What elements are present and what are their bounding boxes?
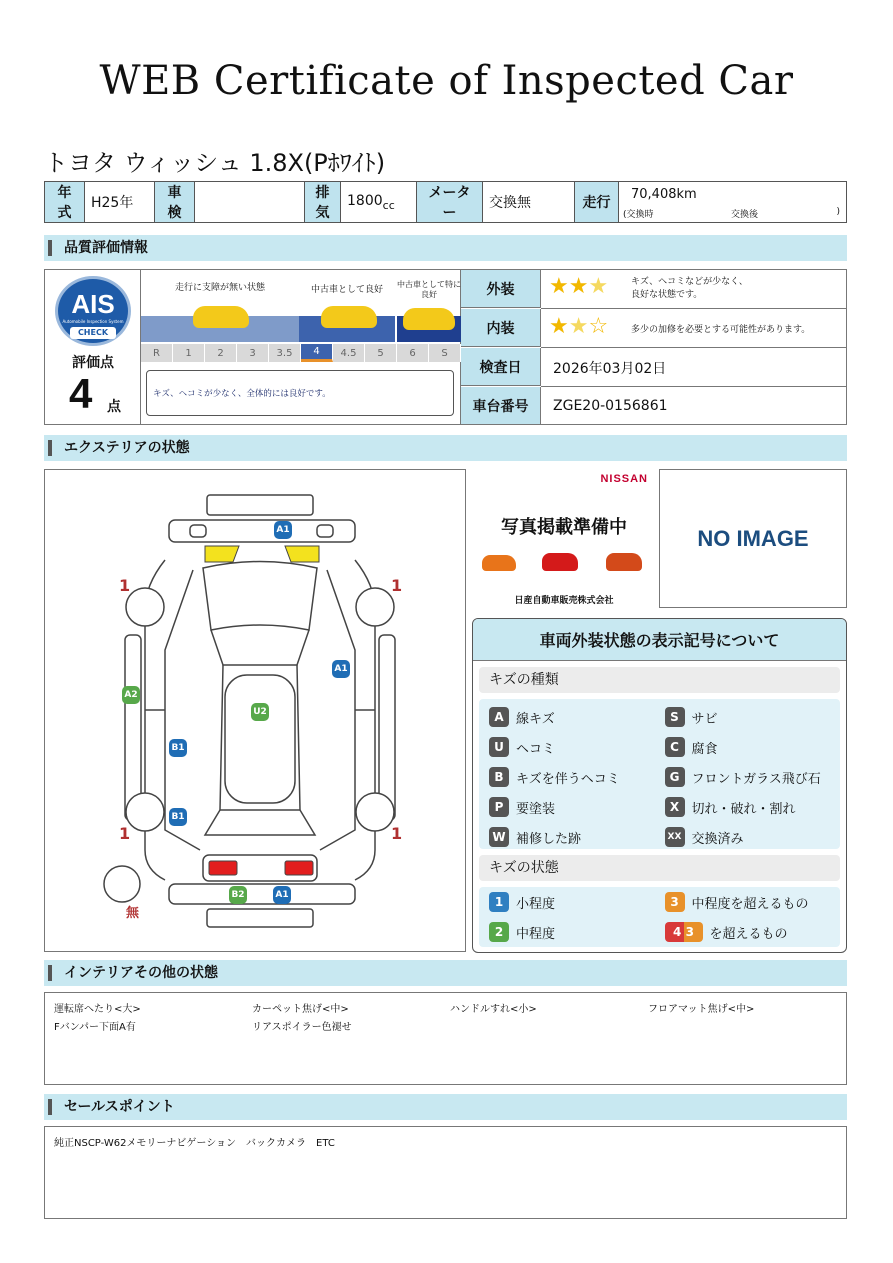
legend-type-badge: B [489,767,509,787]
legend-type-label: 切れ・破れ・割れ [691,801,796,817]
damage-mark-rear-bumper-left: B2 [229,886,247,904]
legend-type-badge: U [489,737,509,757]
legend-type-label: キズを伴うヘコミ [516,771,620,787]
damage-mark-rear-bumper-right: A1 [273,886,291,904]
star-icon: ★ [568,274,589,299]
page-title: WEB Certificate of Inspected Car [99,58,794,104]
nissan-logo: NISSAN [600,473,648,485]
legend-level-4 [665,917,841,947]
score-unit: 点 [107,399,121,415]
meter-value: 交換無 [483,182,575,223]
legend-title: 車両外装状態の表示記号について [473,619,846,661]
legend-type-item [489,822,665,852]
level-4-badge: 4 3 [665,922,703,942]
ais-area [45,270,141,424]
legend-type-label: フロントガラス飛び石 [691,771,821,787]
mileage-value: 70,408km [631,187,697,202]
grade-step: 4 [301,344,333,362]
ais-logo-text: AIS [71,289,115,319]
exterior-stars [549,274,608,299]
photo-placeholder [472,469,656,609]
score-label: 評価点 [72,355,114,371]
displacement-label: 排気 [305,182,341,223]
legend-types-list [479,699,840,849]
interior-section-header: インテリアその他の状態 [44,960,847,986]
grade-step: R [141,344,173,362]
tire-mark-front-right: 1 [391,576,403,595]
car-icon-3 [403,308,455,330]
tire-mark-front-left: 1 [119,576,131,595]
tire-mark-rear-right: 1 [391,824,403,843]
ais-check: CHECK [70,327,116,339]
chassis-label: 車台番号 [461,387,541,424]
ais-logo [55,276,131,346]
grade-scale [141,344,461,362]
damage-mark-rear-door: B1 [169,739,187,757]
level-3-label: 中程度を超えるもの [691,896,809,912]
interior-item: リアスポイラー色褪せ [252,1022,352,1033]
mileage-note-before: (交換時 [623,210,654,220]
interior-list [54,1000,844,1033]
legend-type-badge: A [489,707,509,727]
interior-item: フロアマット焦げ<中> [648,1004,755,1015]
legend-type-item [665,792,841,822]
damage-mark-hood: A1 [332,660,350,678]
tire-mark-rear-left: 1 [119,824,131,843]
grade-head-3: 中古車として特に良好 [397,280,461,299]
exterior-label: 外装 [461,270,541,308]
interior-label: 内装 [461,309,541,347]
legend-level-1 [489,887,665,917]
displacement-value: 1800 [347,192,383,209]
displacement-unit: cc [382,198,395,212]
grade-step: 3.5 [269,344,301,362]
star-icon: ★ [549,314,569,339]
car-thumbnail-icon [482,555,516,571]
meter-label: メーター [417,182,483,223]
empty-star-icon: ☆ [588,314,609,339]
exterior-section-header: エクステリアの状態 [44,435,847,461]
score-value: 4 [69,370,93,417]
mileage-note-close: ) [836,207,840,217]
mileage-note-after: 交換後 [731,210,759,220]
grade-head-2: 中古車として良好 [310,285,383,295]
spec-table [44,181,847,223]
interior-item: カーペット焦げ<中> [252,1004,349,1015]
exterior-comment [631,276,748,302]
damage-mark-roof: U2 [251,703,269,721]
star-icon: ★ [549,274,569,299]
grade-step: 1 [173,344,205,362]
legend-type-badge: G [665,767,685,787]
interior-stars [549,314,608,339]
legend-levels-title: キズの状態 [479,855,840,881]
car-diagram [44,469,466,952]
car-thumbnail-icon [542,553,578,571]
damage-mark-left-door: A2 [122,686,140,704]
grade-area [141,270,461,424]
level-3-badge: 3 [665,892,685,912]
half-star-icon: ★ [588,274,609,299]
legend-level-2 [489,917,665,947]
photo-title: 写真掲載準備中 [501,517,627,538]
interior-box [44,992,847,1085]
year-label: 年式 [45,182,85,223]
level-1-label: 小程度 [516,896,556,912]
interior-item: ハンドルすれ<小> [450,1004,537,1015]
legend-level-3 [665,887,841,917]
grade-step: 4.5 [333,344,365,362]
legend-type-item [665,702,841,732]
exterior-comment-line-2: 良好な状態です。 [631,290,703,300]
legend-type-label: 補修した跡 [516,831,582,847]
spare-tire-mark: 無 [126,906,140,921]
mileage-cell [619,182,847,223]
legend-type-item [489,762,665,792]
damage-mark-front-bumper: A1 [274,521,292,539]
legend-type-label: ヘコミ [516,741,556,757]
grade-step: S [429,344,461,362]
legend-type-badge: P [489,797,509,817]
level-2-badge: 2 [489,922,509,942]
interior-item: Fバンパー下面A有 [54,1022,136,1033]
legend-type-item [489,732,665,762]
legend-type-item [665,822,841,852]
car-icon-1 [193,306,249,328]
legend-type-label: 線キズ [516,711,555,727]
grade-head-1: 走行に支障が無い状態 [174,283,265,293]
grade-step: 5 [365,344,397,362]
sales-text: 純正NSCP-W62メモリーナビゲーション バックカメラ ETC [54,1138,335,1149]
shaken-label: 車検 [155,182,195,223]
half-star-icon: ★ [568,314,589,339]
quality-panel [44,269,847,425]
photo-company: 日産自動車販売株式会社 [514,596,614,606]
car-name: トヨタ ウィッシュ 1.8X(Pﾎﾜｲﾄ) [44,149,386,177]
mileage-label: 走行 [575,182,619,223]
legend-type-label: 交換済み [691,831,744,847]
legend-type-label: 腐食 [691,741,718,757]
legend-type-badge: W [489,827,509,847]
quality-info [461,270,846,424]
shaken-value [195,182,305,223]
exterior-comment-line-1: キズ、ヘコミなどが少なく、 [631,277,748,287]
no-image: NO IMAGE [659,469,847,608]
chassis-value: ZGE20-0156861 [553,398,668,414]
legend-type-item [665,762,841,792]
inspect-date-label: 検査日 [461,348,541,386]
year-value: H25年 [85,182,155,223]
level-1-badge: 1 [489,892,509,912]
sales-box [44,1126,847,1219]
inspect-date-value: 2026年03月02日 [553,361,667,377]
interior-item: 運転席へたり<大> [54,1004,141,1015]
interior-comment: 多少の加修を必要とする可能性があります。 [631,325,811,335]
legend-levels-list [479,887,840,947]
ais-logo-sub: Automobile Inspection System [62,319,124,324]
legend-type-badge: S [665,707,685,727]
legend-types-title: キズの種類 [479,667,840,693]
legend-type-item [665,732,841,762]
quality-section-header: 品質評価情報 [44,235,847,261]
legend-type-label: サビ [691,711,718,727]
sales-section-header: セールスポイント [44,1094,847,1120]
damage-mark-rear-fender: B1 [169,808,187,826]
legend-type-badge: XX [665,827,685,847]
grade-step: 6 [397,344,429,362]
level-4-label: を超えるもの [709,926,788,942]
level-2-label: 中程度 [516,926,556,942]
car-icon-2 [321,306,377,328]
legend-type-item [489,792,665,822]
legend-type-badge: C [665,737,685,757]
displacement-cell [341,182,417,223]
legend-type-label: 要塗装 [516,801,556,817]
legend-type-item [489,702,665,732]
car-thumbnail-icon [606,553,642,571]
legend-type-badge: X [665,797,685,817]
grade-step: 3 [237,344,269,362]
legend-panel [472,618,847,953]
grade-comment: キズ、ヘコミが少なく、全体的には良好です。 [146,370,454,416]
grade-step: 2 [205,344,237,362]
